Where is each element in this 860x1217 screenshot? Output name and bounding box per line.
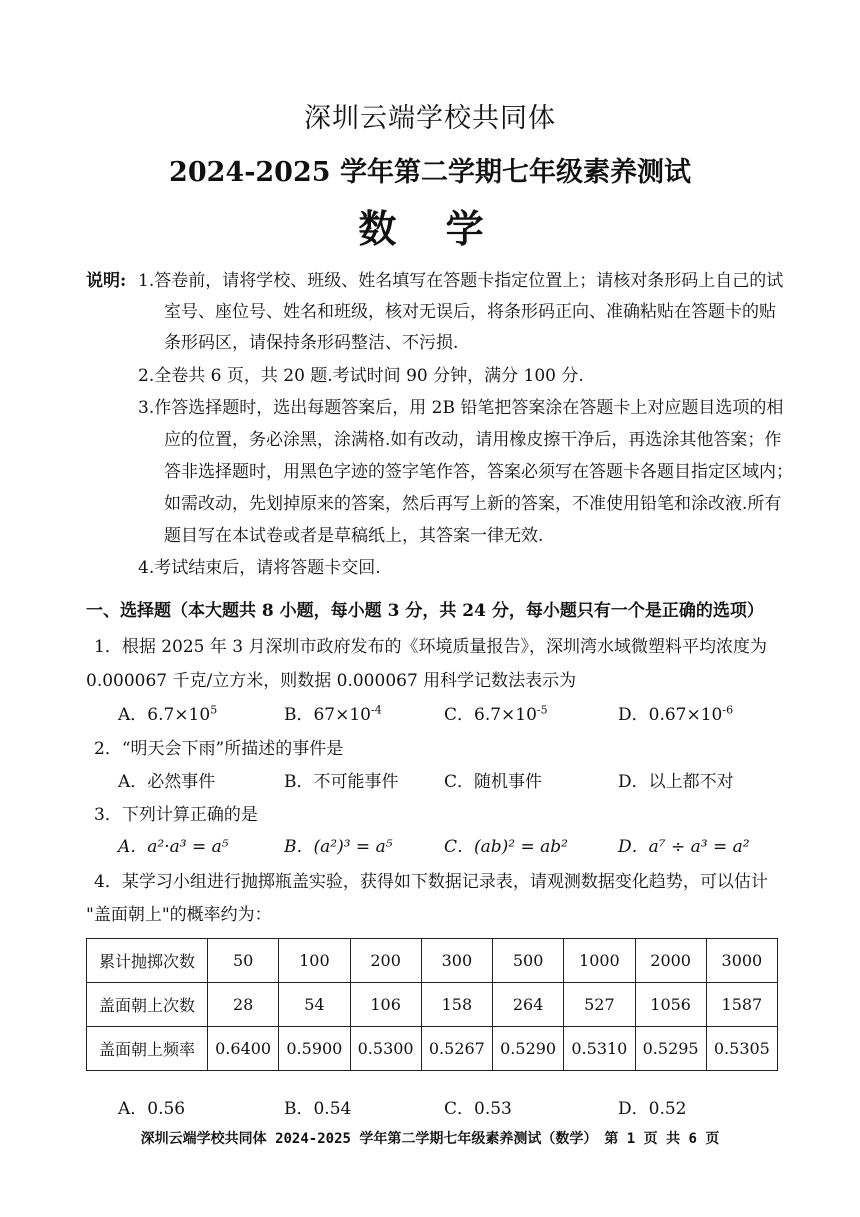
question-2-text: 2．“明天会下雨”所描述的事件是 — [94, 739, 344, 759]
table-cell: 200 — [350, 939, 421, 983]
question-2-option-a: A．必然事件 — [118, 772, 216, 792]
question-3-option-d: D．a⁷ ÷ a³ = a² — [618, 837, 750, 857]
table-cell: 500 — [493, 939, 564, 983]
table-cell: 1000 — [564, 939, 635, 983]
table-cell: 264 — [493, 983, 564, 1027]
table-cell: 100 — [279, 939, 350, 983]
instructions-label: 说明: — [86, 271, 127, 291]
instruction-1-line-3: 条形码区，请保持条形码整洁、不污损. — [164, 333, 459, 353]
question-3-option-a: A．a²·a³ = a⁵ — [118, 837, 229, 857]
question-1-text-line-2: 0.000067 千克/立方米，则数据 0.000067 用科学记数法表示为 — [86, 671, 577, 691]
question-4-text-line-2: "盖面朝上"的概率约为： — [86, 905, 272, 925]
table-row-up-counts — [87, 983, 778, 1027]
row-label-throws: 累计抛掷次数 — [87, 939, 208, 983]
question-2-option-b: B．不可能事件 — [284, 772, 399, 792]
row-label-frequencies: 盖面朝上频率 — [87, 1027, 208, 1071]
question-3-option-c: C．(ab)² = ab² — [444, 837, 568, 857]
question-1-option-b: B．$67\times 10^{-4}$ — [284, 703, 382, 725]
table-cell: 2000 — [635, 939, 706, 983]
instruction-3-line-5: 题目写在本试卷或者是草稿纸上，其答案一律无效. — [164, 526, 544, 546]
table-row-frequencies — [87, 1027, 778, 1071]
exam-title: 2024-2025 学年第二学期七年级素养测试 — [169, 157, 691, 188]
question-2-option-d: D．以上都不对 — [618, 772, 734, 792]
row-label-up-counts: 盖面朝上次数 — [87, 983, 208, 1027]
question-1-option-c: C．$6.7\times 10^{-5}$ — [444, 703, 548, 725]
table-cell: 3000 — [706, 939, 777, 983]
page-footer: 深圳云端学校共同体 2024-2025 学年第二学期七年级素养测试（数学） 第 1 页 共 6 页 — [140, 1131, 720, 1147]
table-cell: 106 — [350, 983, 421, 1027]
question-4-option-a: A．0.56 — [118, 1099, 186, 1119]
experiment-data-table — [86, 938, 778, 1071]
table-cell: 50 — [208, 939, 279, 983]
table-cell: 527 — [564, 983, 635, 1027]
table-cell: 0.5290 — [493, 1027, 564, 1071]
question-1-option-d: D．$0.67\times 10^{-6}$ — [618, 703, 734, 725]
table-cell: 0.5900 — [279, 1027, 350, 1071]
question-1-option-a: A．$6.7\times 10^5$ — [118, 703, 218, 725]
table-row-throws — [87, 939, 778, 983]
question-2-option-c: C．随机事件 — [444, 772, 543, 792]
instruction-4: 4.考试结束后，请将答题卡交回. — [138, 558, 381, 578]
question-3-text: 3．下列计算正确的是 — [94, 805, 258, 825]
instruction-3-line-3: 答非选择题时，用黑色字迹的签字笔作答，答案必须写在答题卡各题目指定区域内； — [164, 462, 793, 482]
instruction-3-line-4: 如需改动，先划掉原来的答案，然后再写上新的答案，不准使用铅笔和涂改液.所有 — [164, 494, 782, 514]
question-4-option-d: D．0.52 — [618, 1099, 687, 1119]
table-cell: 1056 — [635, 983, 706, 1027]
instruction-3-line-2: 应的位置，务必涂黑，涂满格.如有改动，请用橡皮擦干净后，再选涂其他答案；作 — [164, 430, 782, 450]
instruction-1-line-1: 1.答卷前，请将学校、班级、姓名填写在答题卡指定位置上；请核对条形码上自己的试 — [138, 271, 784, 291]
table-cell: 0.5295 — [635, 1027, 706, 1071]
section-heading: 一、选择题（本大题共 8 小题，每小题 3 分，共 24 分，每小题只有一个是正确的选项） — [86, 601, 764, 621]
instruction-3-line-1: 3.作答选择题时，选出每题答案后，用 2B 铅笔把答案涂在答题卡上对应题目选项的相 — [138, 398, 784, 418]
table-cell: 54 — [279, 983, 350, 1027]
question-4-option-c: C．0.53 — [444, 1099, 512, 1119]
table-cell: 0.5300 — [350, 1027, 421, 1071]
subject-title: 数 学 — [358, 207, 502, 251]
table-cell: 0.6400 — [208, 1027, 279, 1071]
table-cell: 158 — [421, 983, 492, 1027]
question-1-text-line-1: 1．根据 2025 年 3 月深圳市政府发布的《环境质量报告》，深圳湾水域微塑料平均浓度为 — [94, 637, 768, 657]
instruction-1-line-2: 室号、座位号、姓名和班级，核对无误后，将条形码正向、准确粘贴在答题卡的贴 — [164, 302, 776, 322]
table-cell: 0.5305 — [706, 1027, 777, 1071]
question-4-text-line-1: 4．某学习小组进行抛掷瓶盖实验，获得如下数据记录表，请观测数据变化趋势，可以估计 — [94, 872, 768, 892]
table-cell: 300 — [421, 939, 492, 983]
table-cell: 0.5267 — [421, 1027, 492, 1071]
table-cell: 28 — [208, 983, 279, 1027]
school-title: 深圳云端学校共同体 — [304, 103, 556, 134]
table-cell: 1587 — [706, 983, 777, 1027]
instruction-2: 2.全卷共 6 页，共 20 题.考试时间 90 分钟，满分 100 分. — [138, 366, 584, 386]
table-cell: 0.5310 — [564, 1027, 635, 1071]
question-3-option-b: B．(a²)³ = a⁵ — [284, 837, 393, 857]
question-4-option-b: B．0.54 — [284, 1099, 352, 1119]
